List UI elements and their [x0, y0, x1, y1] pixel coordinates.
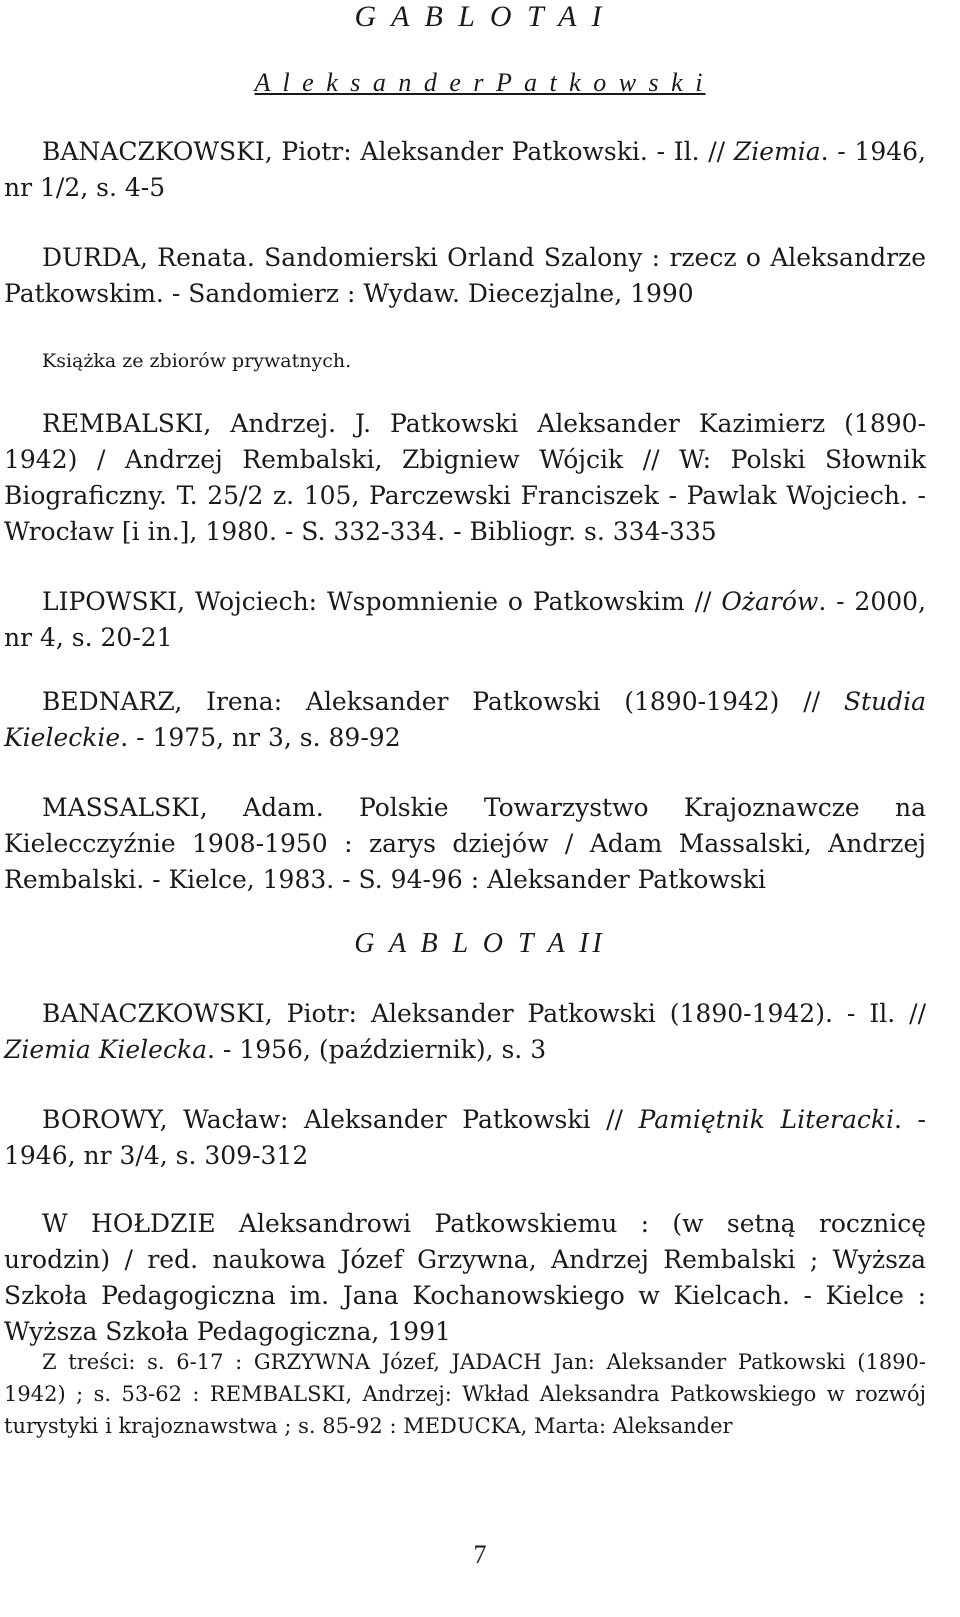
- bib-entry: [4, 1206, 926, 1350]
- bib-entry: [4, 1102, 926, 1174]
- entry-text: REMBALSKI, Andrzej. J. Patkowski Aleksander Kazimierz (1890-1942) / Andrzej Rembalski, Zbigniew Wójcik // W: Polski Słownik Biograficzny. T. 25/2 z. 105, Parczewski Franciszek - Pawlak Wojciech. - Wrocław [i in.], 1980. - S. 332-334. - Bibliogr. s. 334-335: [4, 409, 926, 546]
- entry-journal: Studia Kieleckie: [4, 687, 926, 752]
- section-author-heading: A l e k s a n d e r P a t k o w s k i: [254, 68, 706, 97]
- entry-text: . - 1975, nr 3, s. 89-92: [120, 723, 401, 752]
- entry-text: BANACZKOWSKI, Piotr: Aleksander Patkowski. - Il. //: [42, 137, 734, 166]
- entry-journal: Pamiętnik Literacki: [638, 1105, 894, 1134]
- entry-journal: Ziemia: [733, 137, 821, 166]
- bib-entry: [4, 134, 926, 206]
- bib-note: Książka ze zbiorów prywatnych.: [42, 350, 352, 372]
- bib-entry: [4, 790, 926, 898]
- bib-entry: [4, 240, 926, 312]
- entry-text: BOROWY, Wacław: Aleksander Patkowski //: [42, 1105, 639, 1134]
- entry-text: MASSALSKI, Adam. Polskie Towarzystwo Krajoznawcze na Kielecczyźnie 1908-1950 : zarys dziejów / Adam Massalski, Andrzej Rembalski. - Kielce, 1983. - S. 94-96 : Aleksander Patkowski: [4, 793, 926, 894]
- entry-text: BANACZKOWSKI, Piotr: Aleksander Patkowski (1890-1942). - Il. //: [42, 999, 926, 1028]
- bib-entry: [4, 406, 926, 550]
- gablota-1-heading: G A B L O T A I: [354, 0, 606, 33]
- entry-text: BEDNARZ, Irena: Aleksander Patkowski (1890-1942) //: [42, 687, 844, 716]
- gablota-2-heading: G A B L O T A II: [354, 928, 606, 959]
- entry-text: W HOŁDZIE Aleksandrowi Patkowskiemu : (w setną rocznicę urodzin) / red. naukowa Józef Grzywna, Andrzej Rembalski ; Wyższa Szkoła Pedagogiczna im. Jana Kochanowskiego w Kielcach. - Kielce : Wyższa Szkoła Pedagogiczna, 1991: [4, 1209, 926, 1346]
- page-number: 7: [473, 1540, 487, 1569]
- entry-text: . - 1946, nr 1/2, s. 4-5: [4, 137, 927, 202]
- bib-note: Z treści: s. 6-17 : GRZYWNA Józef, JADACH Jan: Aleksander Patkowski (1890-1942) ; s. 53-62 : REMBALSKI, Andrzej: Wkład Aleksandra Patkowskiego w rozwój turystyki i krajoznawstwa ; s. 85-92 : MEDUCKA, Marta: Aleksander: [4, 1350, 926, 1438]
- entry-text: DURDA, Renata. Sandomierski Orland Szalony : rzecz o Aleksandrze Patkowskim. - Sandomierz : Wydaw. Diecezjalne, 1990: [4, 243, 926, 308]
- bib-entry: [4, 996, 926, 1068]
- bib-entry: [4, 584, 926, 656]
- entry-text: . - 2000, nr 4, s. 20-21: [4, 587, 927, 652]
- entry-text: LIPOWSKI, Wojciech: Wspomnienie o Patkowskim //: [42, 587, 722, 616]
- entry-text: . - 1956, (październik), s. 3: [207, 1035, 547, 1064]
- bib-entry: [4, 684, 926, 756]
- entry-journal: Ziemia Kielecka: [4, 1035, 208, 1064]
- entry-journal: Ożarów: [721, 587, 819, 616]
- entry-text: . - 1946, nr 3/4, s. 309-312: [4, 1105, 927, 1170]
